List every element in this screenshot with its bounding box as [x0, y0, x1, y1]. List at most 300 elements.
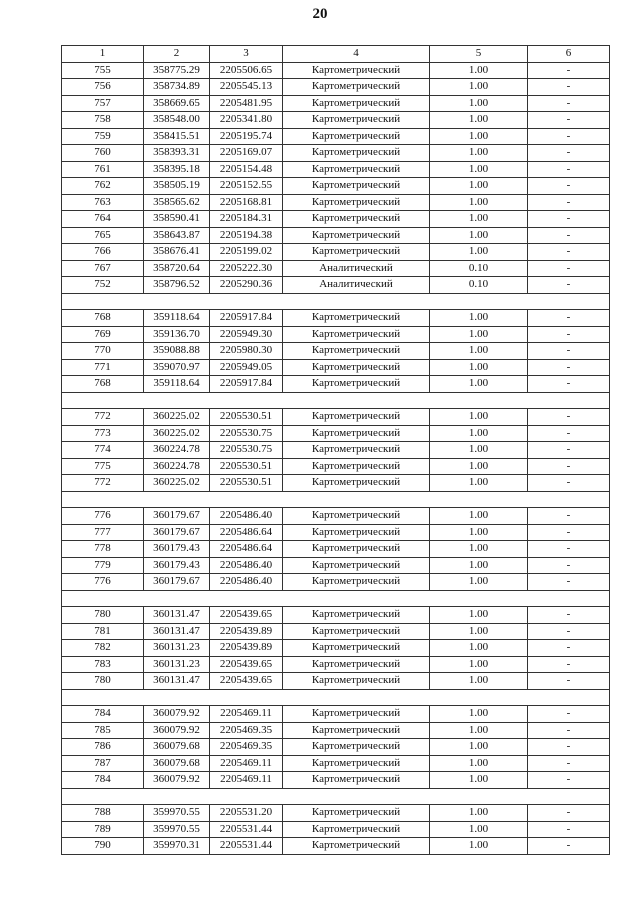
- accuracy-cell: 1.00: [430, 227, 528, 244]
- y-coordinate-cell: 2205469.11: [210, 706, 283, 723]
- table-header-row: [62, 46, 610, 63]
- note-cell: -: [528, 244, 610, 261]
- x-coordinate-cell: 359970.55: [144, 805, 210, 822]
- table-row: [62, 409, 610, 426]
- note-cell: -: [528, 541, 610, 558]
- y-coordinate-cell: 2205439.89: [210, 623, 283, 640]
- y-coordinate-cell: 2205152.55: [210, 178, 283, 195]
- x-coordinate-cell: 360131.47: [144, 623, 210, 640]
- point-number-cell: 758: [62, 112, 144, 129]
- point-number-cell: 762: [62, 178, 144, 195]
- method-cell: Картометрический: [283, 656, 430, 673]
- x-coordinate-cell: 358796.52: [144, 277, 210, 294]
- coordinates-table: [61, 45, 610, 855]
- y-coordinate-cell: 2205506.65: [210, 62, 283, 79]
- accuracy-cell: 1.00: [430, 838, 528, 855]
- method-cell: Аналитический: [283, 260, 430, 277]
- point-number-cell: 767: [62, 260, 144, 277]
- accuracy-cell: 1.00: [430, 409, 528, 426]
- accuracy-cell: 1.00: [430, 706, 528, 723]
- x-coordinate-cell: 359070.97: [144, 359, 210, 376]
- x-coordinate-cell: 360179.43: [144, 557, 210, 574]
- note-cell: -: [528, 458, 610, 475]
- separator-cell: [62, 689, 610, 706]
- note-cell: -: [528, 805, 610, 822]
- point-number-cell: 789: [62, 821, 144, 838]
- accuracy-cell: 0.10: [430, 260, 528, 277]
- accuracy-cell: 1.00: [430, 194, 528, 211]
- table-row: [62, 425, 610, 442]
- method-cell: Картометрический: [283, 343, 430, 360]
- y-coordinate-cell: 2205169.07: [210, 145, 283, 162]
- y-coordinate-cell: 2205469.35: [210, 739, 283, 756]
- accuracy-cell: 1.00: [430, 79, 528, 96]
- x-coordinate-cell: 359136.70: [144, 326, 210, 343]
- x-coordinate-cell: 360179.67: [144, 508, 210, 525]
- point-number-cell: 788: [62, 805, 144, 822]
- x-coordinate-cell: 360131.47: [144, 607, 210, 624]
- note-cell: -: [528, 343, 610, 360]
- accuracy-cell: 1.00: [430, 805, 528, 822]
- note-cell: -: [528, 821, 610, 838]
- x-coordinate-cell: 359970.55: [144, 821, 210, 838]
- accuracy-cell: 1.00: [430, 359, 528, 376]
- x-coordinate-cell: 358395.18: [144, 161, 210, 178]
- x-coordinate-cell: 360131.47: [144, 673, 210, 690]
- note-cell: -: [528, 524, 610, 541]
- y-coordinate-cell: 2205154.48: [210, 161, 283, 178]
- method-cell: Картометрический: [283, 838, 430, 855]
- table-row: [62, 739, 610, 756]
- table-row: [62, 244, 610, 261]
- method-cell: Картометрический: [283, 376, 430, 393]
- table-row: [62, 310, 610, 327]
- header-cell: 1: [62, 46, 144, 63]
- y-coordinate-cell: 2205341.80: [210, 112, 283, 129]
- y-coordinate-cell: 2205530.75: [210, 442, 283, 459]
- x-coordinate-cell: 360079.68: [144, 755, 210, 772]
- note-cell: -: [528, 656, 610, 673]
- table-row: [62, 821, 610, 838]
- note-cell: -: [528, 475, 610, 492]
- y-coordinate-cell: 2205486.40: [210, 557, 283, 574]
- table-row: [62, 326, 610, 343]
- method-cell: Картометрический: [283, 79, 430, 96]
- note-cell: -: [528, 211, 610, 228]
- note-cell: -: [528, 640, 610, 657]
- accuracy-cell: 1.00: [430, 343, 528, 360]
- method-cell: Картометрический: [283, 409, 430, 426]
- separator-row: [62, 590, 610, 607]
- y-coordinate-cell: 2205469.11: [210, 772, 283, 789]
- method-cell: Картометрический: [283, 359, 430, 376]
- point-number-cell: 761: [62, 161, 144, 178]
- method-cell: Картометрический: [283, 755, 430, 772]
- header-cell: 2: [144, 46, 210, 63]
- y-coordinate-cell: 2205530.75: [210, 425, 283, 442]
- note-cell: -: [528, 838, 610, 855]
- x-coordinate-cell: 359118.64: [144, 376, 210, 393]
- note-cell: -: [528, 326, 610, 343]
- table-row: [62, 722, 610, 739]
- table-row: [62, 458, 610, 475]
- accuracy-cell: 1.00: [430, 739, 528, 756]
- method-cell: Картометрический: [283, 722, 430, 739]
- point-number-cell: 780: [62, 673, 144, 690]
- accuracy-cell: 1.00: [430, 211, 528, 228]
- table-row: [62, 541, 610, 558]
- table-row: [62, 623, 610, 640]
- method-cell: Картометрический: [283, 194, 430, 211]
- table-row: [62, 145, 610, 162]
- point-number-cell: 774: [62, 442, 144, 459]
- point-number-cell: 770: [62, 343, 144, 360]
- point-number-cell: 768: [62, 376, 144, 393]
- x-coordinate-cell: 358734.89: [144, 79, 210, 96]
- separator-cell: [62, 392, 610, 409]
- header-cell: 6: [528, 46, 610, 63]
- separator-cell: [62, 491, 610, 508]
- note-cell: -: [528, 557, 610, 574]
- x-coordinate-cell: 358393.31: [144, 145, 210, 162]
- point-number-cell: 784: [62, 772, 144, 789]
- accuracy-cell: 1.00: [430, 722, 528, 739]
- y-coordinate-cell: 2205184.31: [210, 211, 283, 228]
- table-row: [62, 607, 610, 624]
- point-number-cell: 766: [62, 244, 144, 261]
- note-cell: -: [528, 62, 610, 79]
- note-cell: -: [528, 260, 610, 277]
- note-cell: -: [528, 755, 610, 772]
- accuracy-cell: 1.00: [430, 755, 528, 772]
- point-number-cell: 776: [62, 508, 144, 525]
- note-cell: -: [528, 425, 610, 442]
- method-cell: Картометрический: [283, 475, 430, 492]
- y-coordinate-cell: 2205439.65: [210, 607, 283, 624]
- x-coordinate-cell: 360179.67: [144, 574, 210, 591]
- x-coordinate-cell: 358548.00: [144, 112, 210, 129]
- y-coordinate-cell: 2205168.81: [210, 194, 283, 211]
- accuracy-cell: 1.00: [430, 244, 528, 261]
- separator-row: [62, 788, 610, 805]
- method-cell: Картометрический: [283, 524, 430, 541]
- note-cell: -: [528, 673, 610, 690]
- separator-cell: [62, 788, 610, 805]
- accuracy-cell: 1.00: [430, 475, 528, 492]
- method-cell: Картометрический: [283, 623, 430, 640]
- x-coordinate-cell: 360131.23: [144, 656, 210, 673]
- x-coordinate-cell: 360224.78: [144, 458, 210, 475]
- y-coordinate-cell: 2205290.36: [210, 277, 283, 294]
- method-cell: Картометрический: [283, 706, 430, 723]
- table-body: [62, 62, 610, 854]
- method-cell: Картометрический: [283, 244, 430, 261]
- accuracy-cell: 1.00: [430, 425, 528, 442]
- accuracy-cell: 1.00: [430, 656, 528, 673]
- x-coordinate-cell: 358643.87: [144, 227, 210, 244]
- y-coordinate-cell: 2205486.40: [210, 574, 283, 591]
- separator-cell: [62, 293, 610, 310]
- x-coordinate-cell: 360179.67: [144, 524, 210, 541]
- y-coordinate-cell: 2205949.05: [210, 359, 283, 376]
- table-row: [62, 805, 610, 822]
- x-coordinate-cell: 360225.02: [144, 409, 210, 426]
- accuracy-cell: 1.00: [430, 541, 528, 558]
- point-number-cell: 776: [62, 574, 144, 591]
- point-number-cell: 787: [62, 755, 144, 772]
- x-coordinate-cell: 360079.68: [144, 739, 210, 756]
- accuracy-cell: 1.00: [430, 376, 528, 393]
- point-number-cell: 781: [62, 623, 144, 640]
- table-row: [62, 755, 610, 772]
- accuracy-cell: 1.00: [430, 607, 528, 624]
- x-coordinate-cell: 358676.41: [144, 244, 210, 261]
- table-row: [62, 62, 610, 79]
- table-row: [62, 475, 610, 492]
- y-coordinate-cell: 2205439.65: [210, 673, 283, 690]
- separator-row: [62, 392, 610, 409]
- note-cell: -: [528, 79, 610, 96]
- accuracy-cell: 1.00: [430, 557, 528, 574]
- header-cell: 4: [283, 46, 430, 63]
- point-number-cell: 772: [62, 409, 144, 426]
- note-cell: -: [528, 95, 610, 112]
- y-coordinate-cell: 2205439.89: [210, 640, 283, 657]
- method-cell: Картометрический: [283, 607, 430, 624]
- method-cell: Картометрический: [283, 227, 430, 244]
- table-row: [62, 260, 610, 277]
- note-cell: -: [528, 178, 610, 195]
- method-cell: Картометрический: [283, 442, 430, 459]
- method-cell: Картометрический: [283, 62, 430, 79]
- accuracy-cell: 1.00: [430, 161, 528, 178]
- point-number-cell: 759: [62, 128, 144, 145]
- accuracy-cell: 1.00: [430, 95, 528, 112]
- note-cell: -: [528, 409, 610, 426]
- note-cell: -: [528, 722, 610, 739]
- method-cell: Картометрический: [283, 112, 430, 129]
- table-row: [62, 557, 610, 574]
- note-cell: -: [528, 623, 610, 640]
- x-coordinate-cell: 360079.92: [144, 772, 210, 789]
- accuracy-cell: 1.00: [430, 112, 528, 129]
- table-row: [62, 524, 610, 541]
- point-number-cell: 755: [62, 62, 144, 79]
- point-number-cell: 772: [62, 475, 144, 492]
- accuracy-cell: 1.00: [430, 508, 528, 525]
- method-cell: Картометрический: [283, 326, 430, 343]
- point-number-cell: 790: [62, 838, 144, 855]
- note-cell: -: [528, 227, 610, 244]
- accuracy-cell: 1.00: [430, 442, 528, 459]
- table-row: [62, 178, 610, 195]
- x-coordinate-cell: 358505.19: [144, 178, 210, 195]
- method-cell: Картометрический: [283, 557, 430, 574]
- separator-cell: [62, 590, 610, 607]
- point-number-cell: 783: [62, 656, 144, 673]
- accuracy-cell: 1.00: [430, 673, 528, 690]
- method-cell: Картометрический: [283, 211, 430, 228]
- table-row: [62, 673, 610, 690]
- accuracy-cell: 1.00: [430, 178, 528, 195]
- note-cell: -: [528, 112, 610, 129]
- note-cell: -: [528, 607, 610, 624]
- point-number-cell: 777: [62, 524, 144, 541]
- x-coordinate-cell: 360131.23: [144, 640, 210, 657]
- method-cell: Картометрический: [283, 178, 430, 195]
- point-number-cell: 763: [62, 194, 144, 211]
- accuracy-cell: 1.00: [430, 574, 528, 591]
- point-number-cell: 784: [62, 706, 144, 723]
- note-cell: -: [528, 128, 610, 145]
- note-cell: -: [528, 442, 610, 459]
- method-cell: Картометрический: [283, 161, 430, 178]
- y-coordinate-cell: 2205545.13: [210, 79, 283, 96]
- accuracy-cell: 1.00: [430, 772, 528, 789]
- x-coordinate-cell: 360224.78: [144, 442, 210, 459]
- separator-row: [62, 689, 610, 706]
- point-number-cell: 775: [62, 458, 144, 475]
- point-number-cell: 756: [62, 79, 144, 96]
- point-number-cell: 778: [62, 541, 144, 558]
- table-row: [62, 376, 610, 393]
- point-number-cell: 769: [62, 326, 144, 343]
- point-number-cell: 765: [62, 227, 144, 244]
- x-coordinate-cell: 359118.64: [144, 310, 210, 327]
- y-coordinate-cell: 2205530.51: [210, 475, 283, 492]
- note-cell: -: [528, 194, 610, 211]
- table-row: [62, 574, 610, 591]
- y-coordinate-cell: 2205195.74: [210, 128, 283, 145]
- table-row: [62, 194, 610, 211]
- x-coordinate-cell: 360079.92: [144, 706, 210, 723]
- y-coordinate-cell: 2205469.35: [210, 722, 283, 739]
- method-cell: Картометрический: [283, 772, 430, 789]
- y-coordinate-cell: 2205917.84: [210, 376, 283, 393]
- method-cell: Картометрический: [283, 805, 430, 822]
- point-number-cell: 782: [62, 640, 144, 657]
- x-coordinate-cell: 358415.51: [144, 128, 210, 145]
- method-cell: Картометрический: [283, 425, 430, 442]
- point-number-cell: 752: [62, 277, 144, 294]
- method-cell: Аналитический: [283, 277, 430, 294]
- accuracy-cell: 0.10: [430, 277, 528, 294]
- table-row: [62, 227, 610, 244]
- table-row: [62, 706, 610, 723]
- table-row: [62, 838, 610, 855]
- note-cell: -: [528, 574, 610, 591]
- method-cell: Картометрический: [283, 128, 430, 145]
- note-cell: -: [528, 508, 610, 525]
- table-row: [62, 112, 610, 129]
- point-number-cell: 764: [62, 211, 144, 228]
- x-coordinate-cell: 358565.62: [144, 194, 210, 211]
- point-number-cell: 779: [62, 557, 144, 574]
- method-cell: Картометрический: [283, 310, 430, 327]
- note-cell: -: [528, 739, 610, 756]
- separator-row: [62, 293, 610, 310]
- x-coordinate-cell: 360079.92: [144, 722, 210, 739]
- method-cell: Картометрический: [283, 508, 430, 525]
- x-coordinate-cell: 358720.64: [144, 260, 210, 277]
- table-row: [62, 508, 610, 525]
- table-row: [62, 95, 610, 112]
- y-coordinate-cell: 2205531.20: [210, 805, 283, 822]
- point-number-cell: 760: [62, 145, 144, 162]
- x-coordinate-cell: 360225.02: [144, 475, 210, 492]
- table-row: [62, 442, 610, 459]
- accuracy-cell: 1.00: [430, 458, 528, 475]
- y-coordinate-cell: 2205531.44: [210, 838, 283, 855]
- note-cell: -: [528, 772, 610, 789]
- point-number-cell: 785: [62, 722, 144, 739]
- header-cell: 5: [430, 46, 528, 63]
- y-coordinate-cell: 2205531.44: [210, 821, 283, 838]
- page-number: 20: [312, 6, 328, 22]
- accuracy-cell: 1.00: [430, 310, 528, 327]
- y-coordinate-cell: 2205980.30: [210, 343, 283, 360]
- y-coordinate-cell: 2205486.64: [210, 524, 283, 541]
- y-coordinate-cell: 2205917.84: [210, 310, 283, 327]
- accuracy-cell: 1.00: [430, 62, 528, 79]
- method-cell: Картометрический: [283, 458, 430, 475]
- method-cell: Картометрический: [283, 640, 430, 657]
- table-row: [62, 359, 610, 376]
- note-cell: -: [528, 277, 610, 294]
- table-row: [62, 772, 610, 789]
- table-row: [62, 128, 610, 145]
- method-cell: Картометрический: [283, 541, 430, 558]
- table-row: [62, 656, 610, 673]
- note-cell: -: [528, 161, 610, 178]
- y-coordinate-cell: 2205486.64: [210, 541, 283, 558]
- table-row: [62, 640, 610, 657]
- point-number-cell: 773: [62, 425, 144, 442]
- note-cell: -: [528, 145, 610, 162]
- y-coordinate-cell: 2205199.02: [210, 244, 283, 261]
- accuracy-cell: 1.00: [430, 524, 528, 541]
- table-row: [62, 211, 610, 228]
- method-cell: Картометрический: [283, 673, 430, 690]
- y-coordinate-cell: 2205481.95: [210, 95, 283, 112]
- y-coordinate-cell: 2205222.30: [210, 260, 283, 277]
- x-coordinate-cell: 359970.31: [144, 838, 210, 855]
- method-cell: Картометрический: [283, 574, 430, 591]
- method-cell: Картометрический: [283, 739, 430, 756]
- point-number-cell: 786: [62, 739, 144, 756]
- y-coordinate-cell: 2205949.30: [210, 326, 283, 343]
- x-coordinate-cell: 358775.29: [144, 62, 210, 79]
- x-coordinate-cell: 358590.41: [144, 211, 210, 228]
- point-number-cell: 780: [62, 607, 144, 624]
- accuracy-cell: 1.00: [430, 821, 528, 838]
- y-coordinate-cell: 2205486.40: [210, 508, 283, 525]
- x-coordinate-cell: 358669.65: [144, 95, 210, 112]
- y-coordinate-cell: 2205439.65: [210, 656, 283, 673]
- accuracy-cell: 1.00: [430, 128, 528, 145]
- accuracy-cell: 1.00: [430, 326, 528, 343]
- y-coordinate-cell: 2205469.11: [210, 755, 283, 772]
- accuracy-cell: 1.00: [430, 145, 528, 162]
- note-cell: -: [528, 310, 610, 327]
- note-cell: -: [528, 706, 610, 723]
- method-cell: Картометрический: [283, 95, 430, 112]
- table-row: [62, 79, 610, 96]
- x-coordinate-cell: 359088.88: [144, 343, 210, 360]
- accuracy-cell: 1.00: [430, 623, 528, 640]
- x-coordinate-cell: 360225.02: [144, 425, 210, 442]
- x-coordinate-cell: 360179.43: [144, 541, 210, 558]
